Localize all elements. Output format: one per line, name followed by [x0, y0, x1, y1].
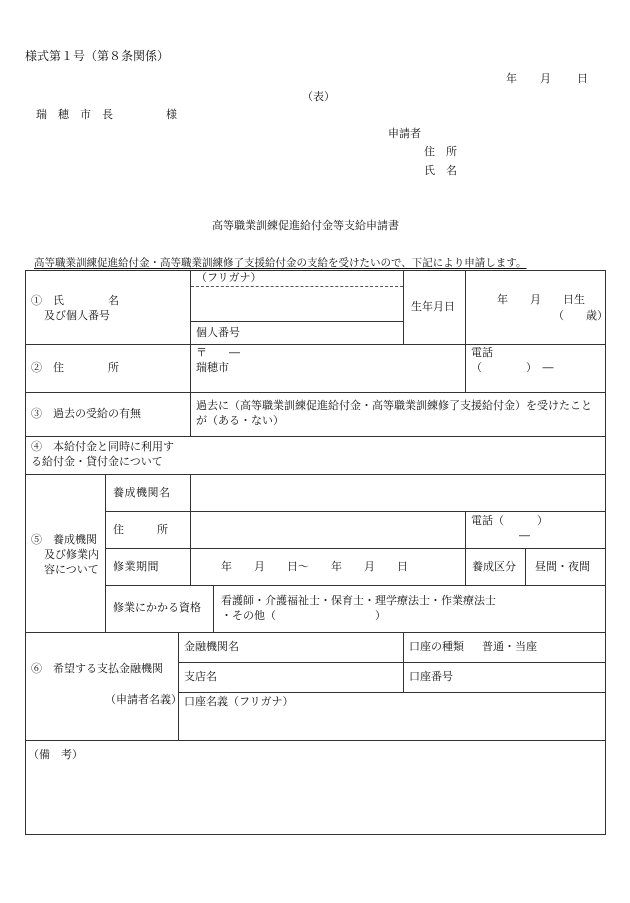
kojin-bango-label: 個人番号: [196, 326, 240, 339]
s5-label-line2: 及び修業内: [44, 548, 99, 561]
city-text: 瑞穂市: [196, 361, 229, 374]
account-type-label: 口座の種類: [409, 640, 464, 653]
division-value: 昼間・夜間: [535, 560, 590, 573]
postal-mark: 〒 ―: [196, 346, 240, 359]
s3-text-line1: 過去に（高等職業訓練促進給付金・高等職業訓練修了支援給付金）を受けたこと: [196, 399, 592, 412]
form-title: 高等職業訓練促進給付金等支給申請書: [212, 219, 399, 232]
s6-sublabel: （申請者名義）: [105, 693, 182, 706]
birth-date-value: 年 月 日生: [497, 293, 585, 306]
applicant-name-label: 氏 名: [424, 164, 457, 177]
intro-text: 高等職業訓練促進給付金・高等職業訓練修了支援給付金の支給を受けたいので、下記により申請します。: [34, 257, 527, 269]
addressee-sama: 様: [166, 108, 177, 121]
qualification-label: 修業にかかる資格: [113, 601, 201, 614]
s2-tel-format: （ ） ―: [471, 361, 554, 374]
applicant-label: 申請者: [388, 127, 421, 140]
qualification-line1: 看護師・介護福祉士・保育士・理学療法士・作業療法士: [221, 594, 496, 607]
s5-tel-label: 電話（ ）: [471, 514, 548, 527]
remarks-label: （備 考）: [28, 748, 83, 761]
s2-tel-label: 電話: [471, 346, 493, 359]
s4-label-line2: る給付金・貸付金について: [31, 455, 163, 468]
birth-date-label: 生年月日: [411, 300, 455, 313]
applicant-address-label: 住 所: [424, 145, 457, 158]
s3-text-line2: が（ある・ない）: [196, 414, 284, 427]
age-value: （ 歳）: [553, 309, 608, 322]
period-label: 修業期間: [113, 560, 159, 573]
division-label: 養成区分: [472, 560, 516, 573]
account-type-value: 普通・当座: [482, 640, 537, 653]
date-year: 年: [506, 72, 517, 85]
s2-label: ② 住 所: [31, 361, 119, 374]
application-form-table: [25, 270, 606, 835]
date-day: 日: [577, 72, 588, 85]
institution-name-label: 養成機関名: [113, 486, 171, 499]
period-value: 年 月 日～ 年 月 日: [221, 560, 408, 573]
bank-name-label: 金融機関名: [184, 640, 239, 653]
s1-label-line1: ① 氏 名: [31, 294, 119, 307]
form-number: 様式第１号（第８条関係）: [25, 49, 170, 63]
s5-tel-dash: ―: [519, 529, 530, 542]
institution-address-label: 住 所: [113, 523, 168, 536]
s1-label-line2: 及び個人番号: [44, 309, 110, 322]
account-number-label: 口座番号: [409, 670, 453, 683]
addressee: 瑞 穂 市 長: [36, 108, 113, 121]
account-holder-label: 口座名義（フリガナ）: [184, 695, 294, 708]
date-month: 月: [540, 72, 551, 85]
s6-label: ⑥ 希望する支払金融機関: [31, 662, 163, 675]
s4-label-line1: ④ 本給付金と同時に利用す: [31, 440, 174, 453]
s5-label-line1: ⑤ 養成機関: [31, 533, 97, 546]
qualification-line2: ・その他（ ）: [221, 609, 386, 622]
s3-label: ③ 過去の受給の有無: [31, 407, 141, 420]
furigana-label: （フリガナ）: [196, 271, 262, 284]
s5-label-line3: 容について: [44, 563, 99, 576]
branch-label: 支店名: [184, 670, 217, 683]
side-label: （表）: [302, 90, 335, 103]
